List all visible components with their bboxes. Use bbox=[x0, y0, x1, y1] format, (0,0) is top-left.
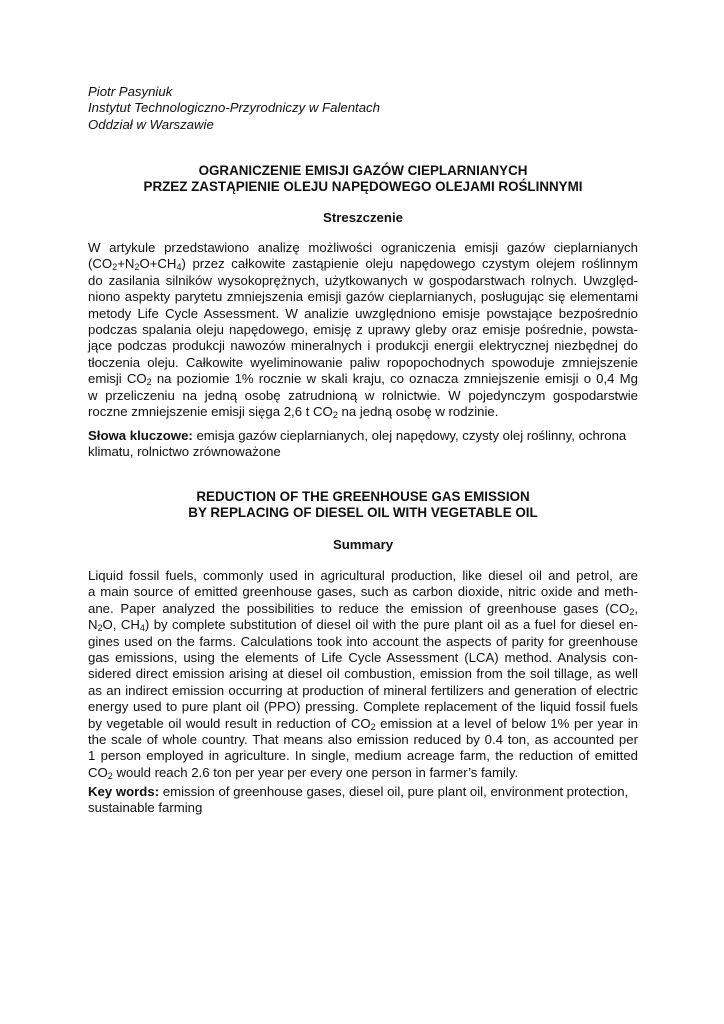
english-keywords bbox=[88, 784, 638, 817]
english-title bbox=[88, 489, 638, 522]
keywords-label: Słowa kluczowe: bbox=[88, 428, 193, 443]
summary-line: gas emissions, using the elements of Life Cycle Assessment (LCA) method. Analysis con- bbox=[88, 650, 638, 666]
abstract-line: W artykule przedstawiono analizę możliwości ograniczenia emisji gazów cieplarnianych bbox=[88, 240, 638, 255]
abstract-line: podczas spalania oleju napędowego, emisję z uprawy gleby oraz emisje pośrednie, powsta- bbox=[88, 322, 638, 338]
keywords-text: emission of greenhouse gases, diesel oil, pure plant oil, environment protection, sustainable farming bbox=[88, 784, 629, 816]
summary-line: ane. Paper analyzed the possibilities to reduce the emission of greenhouse gases ($CO_2$, bbox=[88, 600, 638, 617]
summary-line: 1 person employed in agriculture. In single, medium acreage farm, the reduction of emitted bbox=[88, 748, 638, 764]
summary-line: gines used on the farms. Calculations took into account the aspects of parity for greenhouse bbox=[88, 633, 638, 649]
summary-line: sidered direct emission arising at diesel oil combustion, emission from the soil tillage, as well bbox=[88, 666, 638, 682]
abstract-heading: Streszczenie bbox=[323, 210, 403, 225]
summary-line: the scale of whole country. That means also emission reduced by 0.4 ton, as accounted per bbox=[88, 732, 638, 748]
abstract-line: metody Life Cycle Assessment. W analizie uwzględniono emisje powstające bezpośrednio bbox=[88, 305, 638, 321]
summary-line: by vegetable oil would result in reduction of $CO_2$ emission at a level of below 1% per year in bbox=[88, 715, 639, 732]
summary-line: $N_2O$, $CH_4$) by complete substitution of diesel oil with the pure plant oil as a fuel for diesel en- bbox=[88, 617, 638, 634]
polish-title-line: PRZEZ ZASTĄPIENIE OLEJU NAPĘDOWEGO OLEJAMI ROŚLINNYMI bbox=[143, 179, 583, 195]
author-branch: Oddział w Warszawie bbox=[88, 116, 214, 132]
summary-line: as an indirect emission occurring at production of mineral fertilizers and generation of electric bbox=[88, 682, 638, 698]
abstract-line: niono aspekty parytetu zmniejszenia emisji gazów cieplarnianych, posługując się elementami bbox=[88, 289, 638, 305]
summary-line: a main source of emitted greenhouse gases, such as carbon dioxide, nitric oxide and meth- bbox=[88, 584, 638, 600]
abstract-line: do zasilania silników wysokoprężnych, użytkowanych w gospodarstwach rolnych. Uwzględ- bbox=[88, 272, 638, 288]
polish-keywords bbox=[88, 428, 638, 461]
abstract-line: $(CO_2+N_2O+CH_4)$ przez całkowite zastąpienie oleju napędowego czystym olejem roślinnym bbox=[88, 256, 638, 273]
keywords-text: emisja gazów cieplarnianych, olej napędowy, czysty olej roślinny, ochrona klimatu, rolnictwo zrównoważone bbox=[88, 428, 627, 460]
polish-title bbox=[88, 163, 638, 196]
abstract-line: roczne zmniejszenie emisji sięga 2,6 t $CO_2$ na jedną osobę w rodzinie. bbox=[88, 404, 499, 421]
polish-abstract bbox=[88, 240, 638, 420]
author-name: Piotr Pasyniuk bbox=[88, 84, 173, 99]
english-title-line: REDUCTION OF THE GREENHOUSE GAS EMISSION bbox=[196, 489, 530, 504]
english-title-line: BY REPLACING OF DIESEL OIL WITH VEGETABLE OIL bbox=[188, 505, 538, 521]
summary-line: Liquid fossil fuels, commonly used in agricultural production, like diesel oil and petrol, are bbox=[88, 568, 638, 583]
abstract-line: tłoczenia oleju. Całkowite wyeliminowanie paliw ropopochodnych spowoduje zmniejszenie bbox=[88, 354, 638, 370]
summary-heading: Summary bbox=[332, 537, 394, 552]
abstract-line: jące podczas produkcji nawozów mineralnych i produkcji energii elektrycznej niezbędnej do bbox=[88, 338, 638, 354]
summary-line: $CO_2$ would reach 2.6 ton per year per every one person in farmer’s family. bbox=[88, 764, 519, 781]
keywords-label: Key words: bbox=[88, 784, 160, 799]
author-institute: Instytut Technologiczno-Przyrodniczy w Falentach bbox=[88, 100, 380, 116]
summary-line: energy used to pure plant oil (PPO) pressing. Complete replacement of the liquid fossil fuels bbox=[88, 699, 638, 715]
author-block bbox=[88, 84, 638, 133]
abstract-line: emisji $CO_2$ na poziomie 1% rocznie w skali kraju, co oznacza zmniejszenie emisji o 0,4 Mg bbox=[88, 371, 638, 388]
polish-title-line: OGRANICZENIE EMISJI GAZÓW CIEPLARNIANYCH bbox=[198, 163, 528, 178]
abstract-line: w przeliczeniu na jedną osobę zatrudnioną w rolnictwie. W pojedynczym gospodarstwie bbox=[88, 387, 638, 403]
english-summary bbox=[88, 568, 638, 781]
